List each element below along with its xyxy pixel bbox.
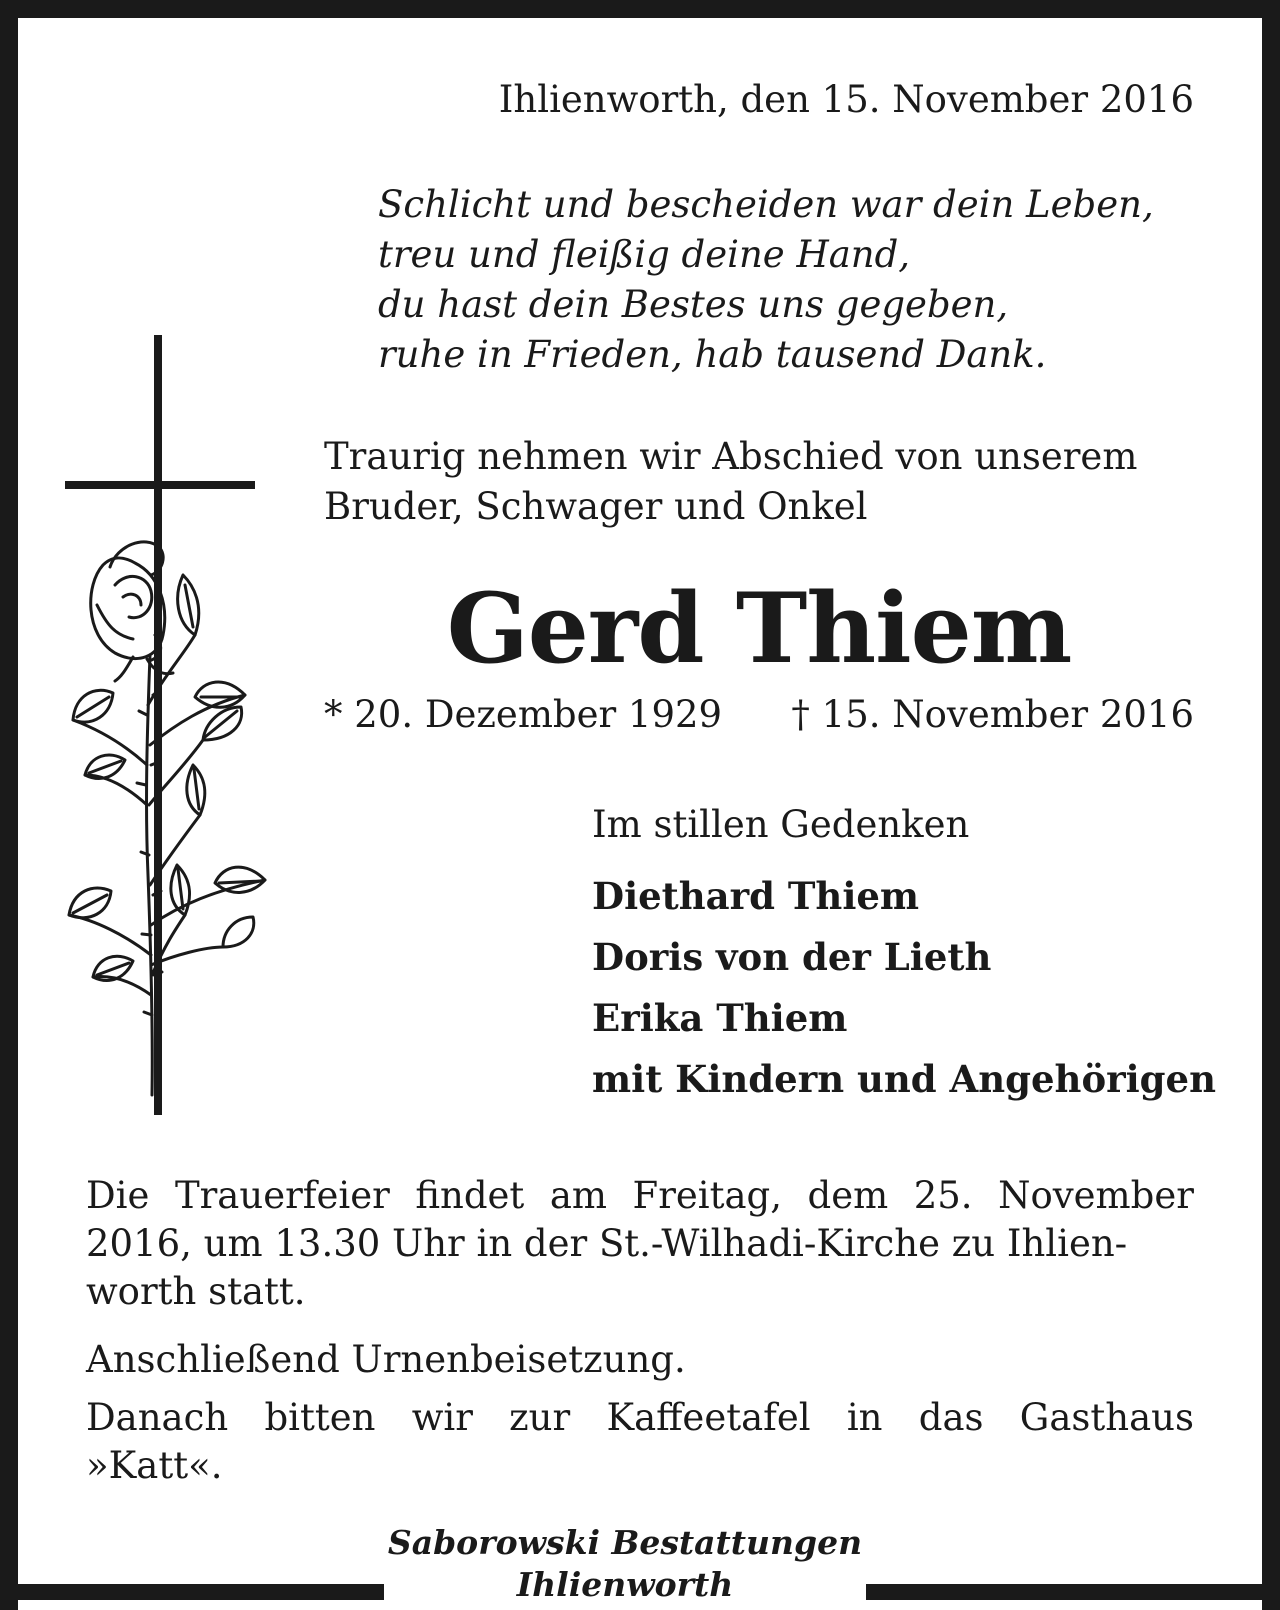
deceased-name: Gerd Thiem <box>446 572 1072 685</box>
coffee-line: »Katt«. <box>86 1444 223 1487</box>
word: am <box>549 1174 607 1217</box>
word: bitten <box>264 1396 376 1439</box>
word: dem <box>807 1174 889 1217</box>
service-details <box>86 1172 1194 1490</box>
funeral-home-name: Saborowski Bestattungen <box>387 1523 863 1562</box>
service-line <box>86 1172 1194 1220</box>
frame-left <box>0 0 18 1610</box>
word: Freitag, <box>632 1174 782 1217</box>
poem-line: ruhe in Frieden, hab tausend Dank. <box>378 333 1047 376</box>
word: zur <box>509 1396 571 1439</box>
cross-icon <box>65 335 255 1115</box>
frame-bottom-left <box>0 1584 384 1600</box>
service-line: worth statt. <box>86 1270 306 1313</box>
word: Trauerfeier <box>174 1174 390 1217</box>
poem-line: treu und fleißig deine Hand, <box>378 233 911 276</box>
frame-right <box>1262 0 1280 1610</box>
word: in <box>846 1396 883 1439</box>
mourner-name: Doris von der Lieth <box>592 935 992 979</box>
intro-line: Traurig nehmen wir Abschied von unserem <box>324 435 1138 478</box>
word: 25. <box>913 1174 973 1217</box>
word: November <box>998 1174 1194 1217</box>
mourners-list <box>592 866 1216 1110</box>
word: das <box>918 1396 984 1439</box>
rose-icon <box>69 542 265 1095</box>
poem-line: du hast dein Bestes uns gegeben, <box>378 283 1009 326</box>
word: findet <box>415 1174 525 1217</box>
death-date: † 15. November 2016 <box>791 693 1194 736</box>
date-line: Ihlienworth, den 15. November 2016 <box>498 78 1194 121</box>
burial-note: Anschließend Urnenbeisetzung. <box>86 1338 686 1381</box>
poem <box>378 180 1154 380</box>
word: wir <box>411 1396 473 1439</box>
word: Danach <box>86 1396 229 1439</box>
frame-top <box>0 0 1280 18</box>
remembrance-line: Im stillen Gedenken <box>592 803 970 846</box>
birth-date: * 20. Dezember 1929 <box>324 693 723 736</box>
word: Die <box>86 1174 150 1217</box>
word: Kaffeetafel <box>606 1396 811 1439</box>
mourner-name: Erika Thiem <box>592 996 848 1040</box>
frame-bottom-right <box>866 1584 1280 1600</box>
mourner-name: Diethard Thiem <box>592 874 920 918</box>
farewell-intro <box>324 432 1137 532</box>
poem-line: Schlicht und bescheiden war dein Leben, <box>378 183 1154 226</box>
coffee-line <box>86 1394 1194 1442</box>
service-line: 2016, um 13.30 Uhr in der St.-Wilhadi-Kirche zu Ihlien- <box>86 1222 1128 1265</box>
word: Gasthaus <box>1019 1396 1194 1439</box>
funeral-home-place: Ihlienworth <box>516 1565 734 1604</box>
cross-rose-illustration <box>55 335 290 1115</box>
intro-line: Bruder, Schwager und Onkel <box>324 485 868 528</box>
mourner-name: mit Kindern und Angehörigen <box>592 1057 1216 1101</box>
